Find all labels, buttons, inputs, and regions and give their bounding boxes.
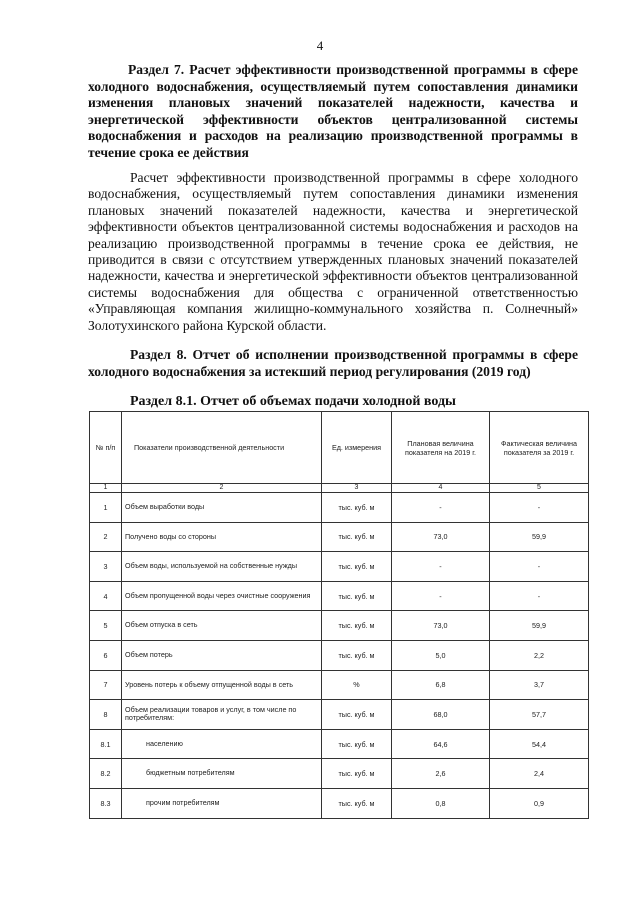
section-8-title: Раздел 8. Отчет об исполнении производственной программы в сфере холодного водоснабжения за истекший период регулирования (2019 год)	[88, 347, 578, 379]
row-number: 6	[90, 640, 122, 670]
section-7-title-text: Раздел 7. Расчет эффективности производственной программы в сфере холодного водоснабжения, осуществляемый путем сопоставления динамики изменения плановых значений показателей надежности, качества и энергетической эффективности объектов централизованной системы водоснабжения и расходов на реализацию производственной программы в течение срока ее действия	[88, 62, 578, 160]
section-7-title	[88, 62, 578, 162]
row-plan-value: -	[392, 493, 490, 523]
row-unit: тыс. куб. м	[322, 493, 392, 523]
row-indicator: бюджетным потребителям	[122, 759, 322, 789]
table-row	[90, 640, 589, 670]
table-row	[90, 522, 589, 552]
column-number: 4	[392, 484, 490, 493]
row-indicator: Объем выработки воды	[122, 493, 322, 523]
row-indicator: Получено воды со стороны	[122, 522, 322, 552]
table-row	[90, 759, 589, 789]
water-supply-report-table	[89, 411, 589, 819]
row-unit: тыс. куб. м	[322, 640, 392, 670]
row-unit: тыс. куб. м	[322, 522, 392, 552]
row-plan-value: 73,0	[392, 522, 490, 552]
row-plan-value: 2,6	[392, 759, 490, 789]
row-fact-value: -	[490, 581, 589, 611]
row-plan-value: 68,0	[392, 700, 490, 730]
row-plan-value: 73,0	[392, 611, 490, 641]
row-indicator: прочим потребителям	[122, 788, 322, 818]
row-fact-value: 59,9	[490, 611, 589, 641]
header-num: № п/п	[90, 412, 122, 484]
header-indicator: Показатели производственной деятельности	[122, 412, 322, 484]
row-fact-value: 3,7	[490, 670, 589, 700]
row-number: 2	[90, 522, 122, 552]
row-number: 3	[90, 552, 122, 582]
row-plan-value: 5,0	[392, 640, 490, 670]
table-row	[90, 581, 589, 611]
header-plan: Плановая величина показателя на 2019 г.	[392, 412, 490, 484]
column-numbers-row	[90, 484, 589, 493]
row-plan-value: -	[392, 552, 490, 582]
row-unit: тыс. куб. м	[322, 700, 392, 730]
table-row	[90, 788, 589, 818]
row-plan-value: 6,8	[392, 670, 490, 700]
row-unit: тыс. куб. м	[322, 759, 392, 789]
page-number: 4	[316, 38, 324, 53]
row-indicator: населению	[122, 729, 322, 759]
row-fact-value: -	[490, 493, 589, 523]
row-indicator: Объем воды, используемой на собственные нужды	[122, 552, 322, 582]
header-unit: Ед. измерения	[322, 412, 392, 484]
table-row	[90, 729, 589, 759]
row-unit: тыс. куб. м	[322, 581, 392, 611]
column-number: 3	[322, 484, 392, 493]
row-number: 8.2	[90, 759, 122, 789]
section-7-paragraph: Расчет эффективности производственной программы в сфере холодного водоснабжения, осуществляемый путем сопоставления динамики изменения плановых значений показателей надежности, качества и энергетической эффективности объектов централизованной системы водоснабжения и расходов на реализацию производственной программы в течение срока ее действия, не приводится в связи с отсутствием утвержденных плановых значений показателей надежности, качества и энергетической эффективности объектов централизованной системы водоснабжения для общества с ограниченной ответственностью «Управляющая компания жилищно-коммунального хозяйства п. Солнечный» Золотухинского района Курской области.	[88, 170, 578, 333]
table-row	[90, 670, 589, 700]
table-row	[90, 700, 589, 730]
row-indicator: Объем потерь	[122, 640, 322, 670]
header-fact: Фактическая величина показателя за 2019 г.	[490, 412, 589, 484]
row-unit: тыс. куб. м	[322, 729, 392, 759]
row-unit: %	[322, 670, 392, 700]
row-number: 8.1	[90, 729, 122, 759]
row-unit: тыс. куб. м	[322, 788, 392, 818]
table-header-row	[90, 412, 589, 484]
row-number: 7	[90, 670, 122, 700]
row-fact-value: 2,4	[490, 759, 589, 789]
column-number: 2	[122, 484, 322, 493]
row-fact-value: 59,9	[490, 522, 589, 552]
row-plan-value: 64,6	[392, 729, 490, 759]
row-number: 5	[90, 611, 122, 641]
column-number: 5	[490, 484, 589, 493]
table-row	[90, 552, 589, 582]
row-fact-value: 54,4	[490, 729, 589, 759]
row-indicator: Уровень потерь к объему отпущенной воды в сеть	[122, 670, 322, 700]
row-number: 4	[90, 581, 122, 611]
row-indicator: Объем пропущенной воды через очистные сооружения	[122, 581, 322, 611]
row-indicator: Объем отпуска в сеть	[122, 611, 322, 641]
row-unit: тыс. куб. м	[322, 611, 392, 641]
row-plan-value: 0,8	[392, 788, 490, 818]
section-8-1-title: Раздел 8.1. Отчет об объемах подачи холодной воды	[130, 394, 456, 409]
row-fact-value: 57,7	[490, 700, 589, 730]
row-indicator: Объем реализации товаров и услуг, в том числе по потребителям:	[122, 700, 322, 730]
row-number: 8.3	[90, 788, 122, 818]
table-row	[90, 493, 589, 523]
row-unit: тыс. куб. м	[322, 552, 392, 582]
row-number: 8	[90, 700, 122, 730]
column-number: 1	[90, 484, 122, 493]
row-number: 1	[90, 493, 122, 523]
row-fact-value: -	[490, 552, 589, 582]
row-fact-value: 0,9	[490, 788, 589, 818]
row-fact-value: 2,2	[490, 640, 589, 670]
table-row	[90, 611, 589, 641]
row-plan-value: -	[392, 581, 490, 611]
